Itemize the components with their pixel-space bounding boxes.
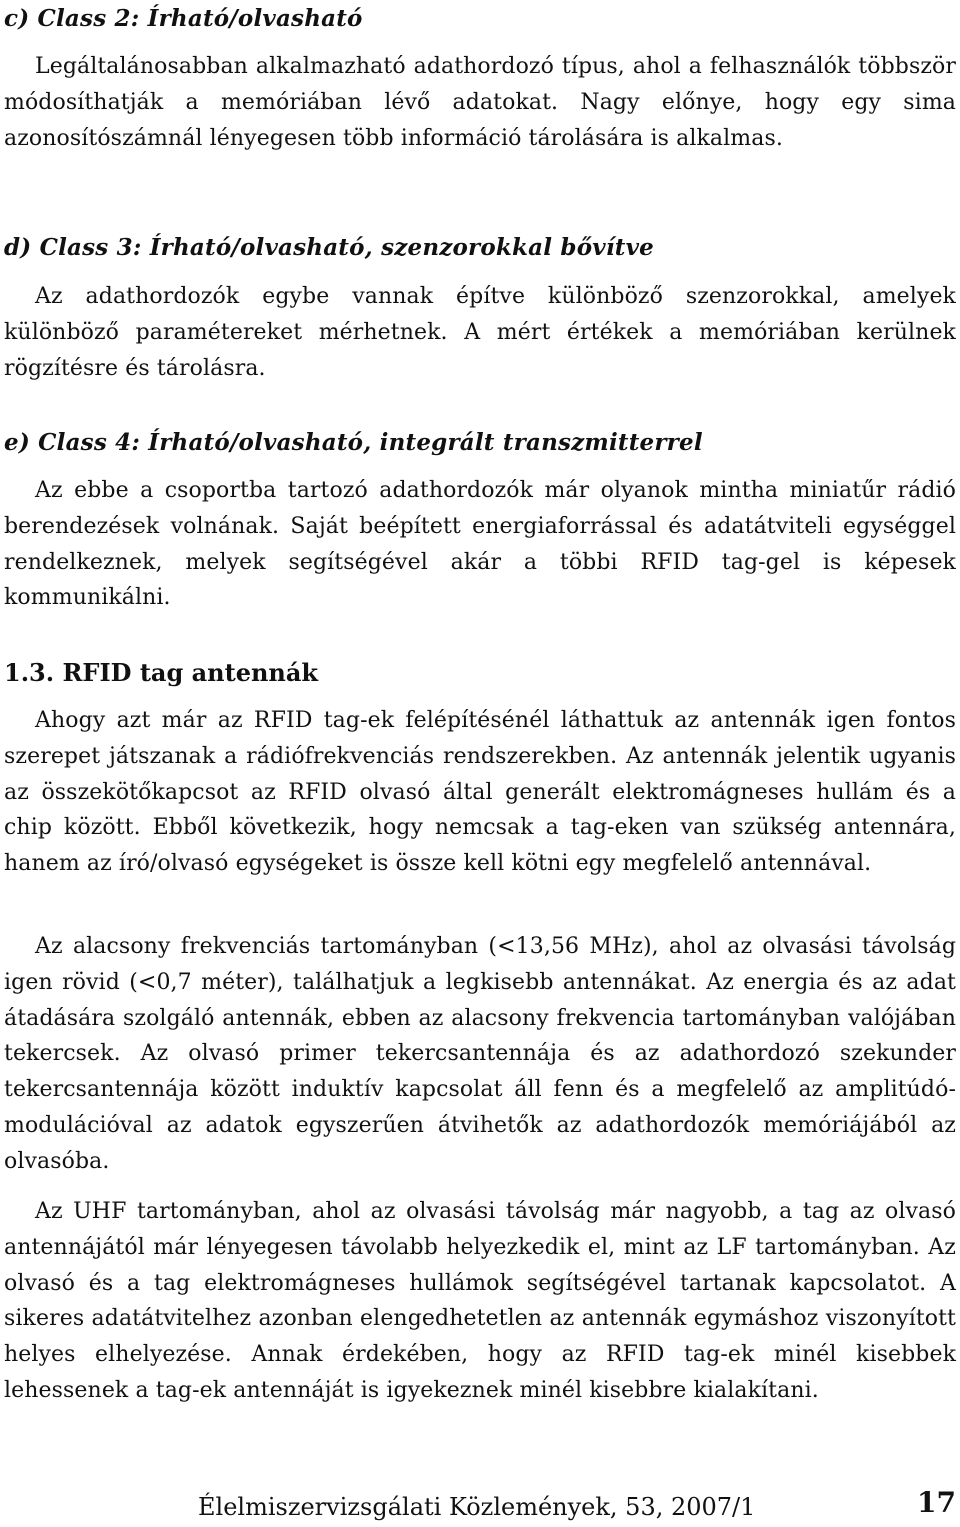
footer-journal-citation: Élelmiszervizsgálati Közlemények, 53, 2007/1 <box>198 1493 756 1521</box>
section-heading-class4: e) Class 4: Írható/olvasható, integrált transzmitterrel <box>4 429 703 456</box>
section-text-class2: Legáltalánosabban alkalmazható adathordozó típus, ahol a felhasználók többször módosíthatják a memóriában lévő adatokat. Nagy előnye, hogy egy sima azonosítószámnál lényegesen több információ tárolására is alkalmas. <box>4 54 956 151</box>
section-heading-class3: d) Class 3: Írható/olvasható, szenzorokkal bővítve <box>4 234 654 261</box>
section-text-class3: Az adathordozók egybe vannak építve különböző szenzorokkal, amelyek különböző paramétereket mérhetnek. A mért értékek a memóriában kerülnek rögzítésre és tárolásra. <box>4 284 956 381</box>
section-title-antennas: 1.3. RFID tag antennák <box>4 658 319 687</box>
antennas-paragraph-3: Az UHF tartományban, ahol az olvasási távolság már nagyobb, a tag az olvasó antennájától már lényegesen távolabb helyezkedik el, mint az LF tartományban. Az olvasó és a tag elektromágneses hullámok segítségével tartanak kapcsolatot. A sikeres adatátvitelhez azonban elengedhetetlen az antennák egymáshoz viszonyított helyes elhelyezése. Annak érdekében, hogy az RFID tag-ek minél kisebbek lehessenek a tag-ek antennáját is igyekeznek minél kisebbre kialakítani. <box>4 1199 956 1403</box>
page-footer <box>4 1486 956 1525</box>
page-number: 17 <box>917 1486 956 1519</box>
section-text-class4: Az ebbe a csoportba tartozó adathordozók már olyanok mintha miniatűr rádió berendezések volnának. Saját beépített energiaforrással és adatátviteli egységgel rendelkeznek, melyek segítségével akár a többi RFID tag-gel is képesek kommunikálni. <box>4 478 956 611</box>
antennas-paragraph-2: Az alacsony frekvenciás tartományban (<13,56 MHz), ahol az olvasási távolság igen rövid (<0,7 méter), találhatjuk a legkisebb antennákat. Az energia és az adat átadására szolgáló antennák, ebben az alacsony frekvencia tartományban valójában tekercsek. Az olvasó primer tekercsantennája és az adathordozó szekunder tekercsantennája között induktív kapcsolat áll fenn és a megfelelő az amplitúdó-modulációval az adatok egyszerűen átvihetők az adathordozók memóriájából az olvasóba. <box>4 934 956 1174</box>
antennas-paragraph-1: Ahogy azt már az RFID tag-ek felépítésénél láthattuk az antennák igen fontos szerepet játszanak a rádiófrekvenciás rendszerekben. Az antennák jelentik ugyanis az összekötőkapcsot az RFID olvasó által generált elektromágneses hullám és a chip között. Ebből következik, hogy nemcsak a tag-eken van szükség antennára, hanem az író/olvasó egységeket is össze kell kötni egy megfelelő antennával. <box>4 708 956 877</box>
section-heading-class2: c) Class 2: Írható/olvasható <box>4 5 363 32</box>
